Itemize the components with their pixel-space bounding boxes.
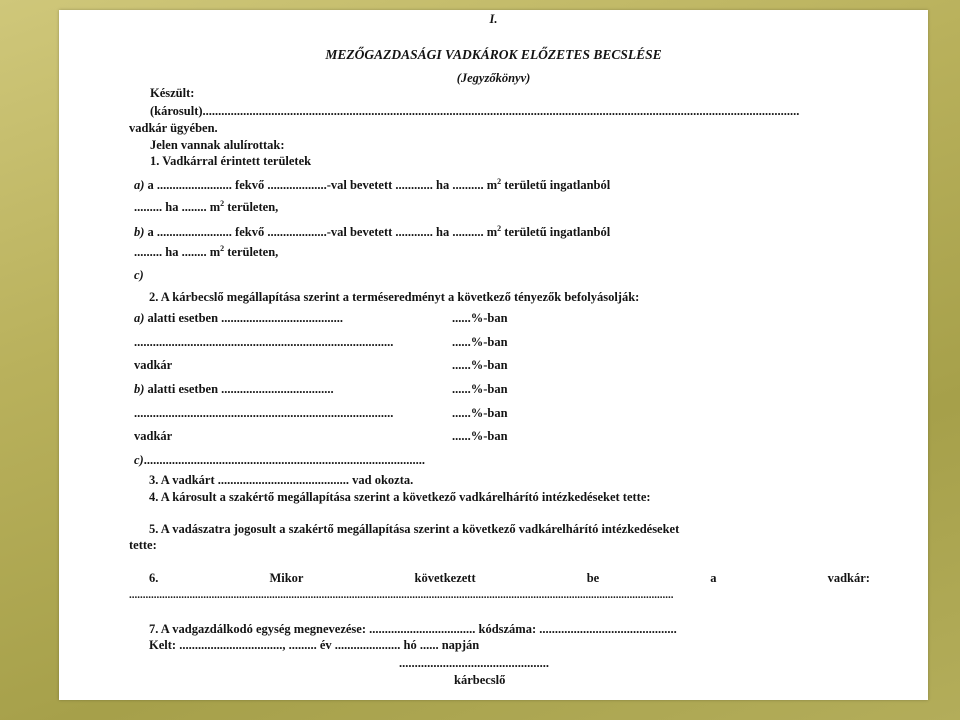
kelt-line: Kelt: ................................., ......... év ..................... hó ...... napján xyxy=(149,638,480,652)
item-b-line-2: ......... ha ........ $m^2$ területen, xyxy=(134,244,279,259)
keszult-label: Készült: xyxy=(150,86,195,100)
item-a-line: a) a ........................ fekvő ...................-val bevetett ............ ha .......... $m^2$ területű ingatlanból xyxy=(134,177,611,192)
percent-field: ......%-ban xyxy=(452,429,508,443)
factor-row-a: a) alatti esetben ....................................... xyxy=(134,311,344,325)
document-subtitle: (Jegyzőkönyv) xyxy=(456,71,531,85)
section-6-dots: ...................................................................................................................................................................................................... xyxy=(129,589,674,601)
section-2-heading: 2. A kárbecslő megállapítása szerint a terméseredményt a következő tényezők befolyásolják: xyxy=(149,290,640,304)
factor-row-a-vadkar: vadkár xyxy=(134,358,173,372)
document-title: MEZŐGAZDASÁGI VADKÁROK ELŐZETES BECSLÉSE xyxy=(325,47,662,62)
section-6: 6. Mikor következett be a vadkár: xyxy=(149,571,870,585)
roman-numeral: I. xyxy=(489,12,498,26)
percent-field: ......%-ban xyxy=(452,382,508,396)
factor-row-b-2: ................................................................................... xyxy=(134,406,394,420)
item-b-line: b) a ........................ fekvő ...................-val bevetett ............ ha .......... $m^2$ területű ingatlanból xyxy=(134,224,611,239)
document-page xyxy=(59,10,928,700)
jelen-vannak: Jelen vannak alulírottak: xyxy=(150,138,285,152)
percent-field: ......%-ban xyxy=(452,406,508,420)
factor-row-b: b) alatti esetben .................................... xyxy=(134,382,334,396)
section-1-heading: 1. Vadkárral érintett területek xyxy=(150,154,312,168)
signature-line: ................................................ xyxy=(399,656,549,670)
factor-row-c: c).......................................................................................... xyxy=(134,453,425,467)
section-3: 3. A vadkárt .......................................... vad okozta. xyxy=(149,473,414,487)
item-c-label: c) xyxy=(134,268,144,282)
percent-field: ......%-ban xyxy=(452,335,508,349)
section-5-cont: tette: xyxy=(129,538,157,552)
item-a-line-2: ......... ha ........ $m^2$ területen, xyxy=(134,199,279,214)
signature-label: kárbecslő xyxy=(454,673,506,687)
percent-field: ......%-ban xyxy=(452,311,508,325)
percent-field: ......%-ban xyxy=(452,358,508,372)
section-7: 7. A vadgazdálkodó egység megnevezése: .................................. kódszáma: ............................................ xyxy=(149,622,677,636)
vadkar-ugyeben: vadkár ügyében. xyxy=(129,121,218,135)
karosult-line: (károsult)............................................................................................................................................................................................... xyxy=(150,104,800,118)
section-5: 5. A vadászatra jogosult a szakértő megállapítása szerint a következő vadkárelhárító intézkedéseket xyxy=(149,522,680,536)
factor-row-b-vadkar: vadkár xyxy=(134,429,173,443)
section-4: 4. A károsult a szakértő megállapítása szerint a következő vadkárelhárító intézkedéseket tette: xyxy=(149,490,651,504)
factor-row-a-2: ................................................................................... xyxy=(134,335,394,349)
